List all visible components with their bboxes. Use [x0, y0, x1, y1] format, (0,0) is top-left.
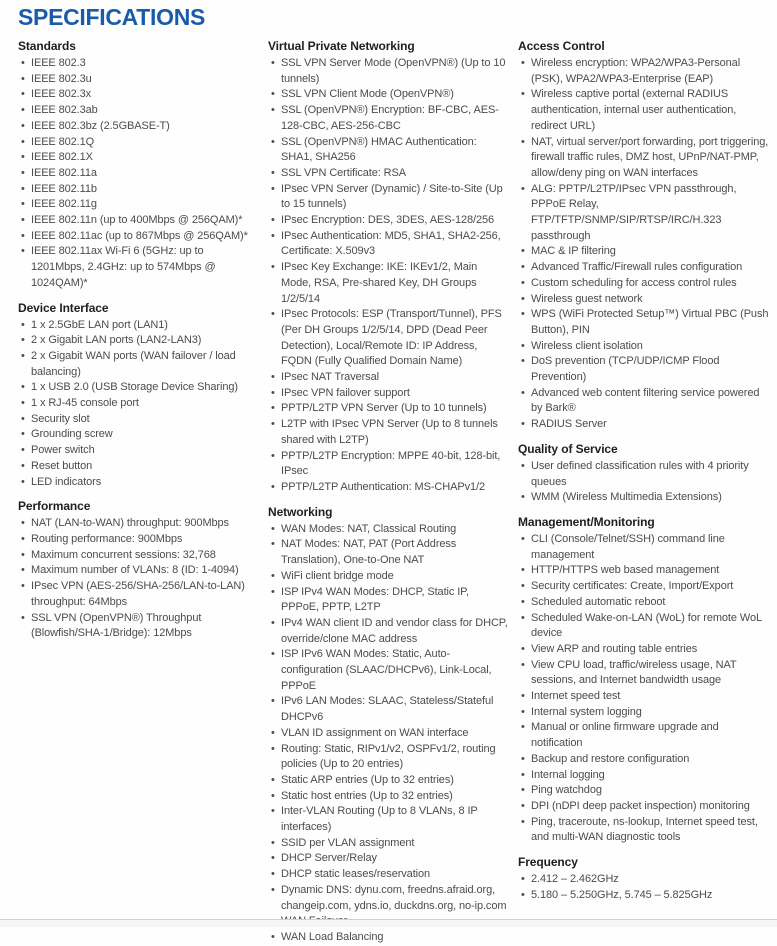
spec-section-management-monitoring: [518, 515, 773, 846]
spec-item-list: [18, 516, 258, 642]
section-heading: Performance: [18, 499, 91, 514]
spec-item: • ISP IPv4 WAN Modes: DHCP, Static IP, PPPoE, PPTP, L2TP: [268, 585, 508, 616]
section-heading: Management/Monitoring: [518, 514, 655, 529]
spec-item: • IPsec VPN failover support: [268, 386, 508, 402]
spec-item: • HTTP/HTTPS web based management: [518, 563, 773, 579]
spec-item: • RADIUS Server: [518, 417, 773, 433]
spec-item: • IEEE 802.1Q: [18, 135, 258, 151]
spec-item: • Scheduled Wake-on-LAN (WoL) for remote WoL device: [518, 611, 773, 642]
section-heading: Frequency: [518, 855, 578, 870]
spec-section-access-control: [518, 39, 773, 433]
spec-item: • SSL VPN Client Mode (OpenVPN®): [268, 87, 508, 103]
spec-item: • IPsec Authentication: MD5, SHA1, SHA2-256, Certificate: X.509v3: [268, 229, 508, 260]
spec-item: • MAC & IP filtering: [518, 244, 773, 260]
section-heading: Standards: [18, 39, 76, 53]
spec-item: • Reset button: [18, 459, 258, 475]
spec-item: • SSL (OpenVPN®) Encryption: BF-CBC, AES-128-CBC, AES-256-CBC: [268, 103, 508, 134]
spec-item: • Power switch: [18, 443, 258, 459]
spec-item: • 2 x Gigabit WAN ports (WAN failover / load balancing): [18, 349, 258, 380]
spec-section-device-interface: [18, 301, 258, 491]
spec-item: • IEEE 802.11ac (up to 867Mbps @ 256QAM)*: [18, 229, 258, 245]
spec-item: • NAT, virtual server/port forwarding, port triggering, firewall traffic rules, DMZ host, UPnP/NAT-PMP, allow/deny ping on WAN interfaces: [518, 135, 773, 182]
spec-section-virtual-private-networking: [268, 39, 508, 496]
spec-item: • 1 x USB 2.0 (USB Storage Device Sharing): [18, 380, 258, 396]
spec-section-quality-of-service: [518, 442, 773, 506]
spec-item: • Ping watchdog: [518, 783, 773, 799]
page-title: SPECIFICATIONS: [18, 4, 206, 30]
section-heading: Device Interface: [18, 300, 109, 315]
spec-item: • IPsec VPN (AES-256/SHA-256/LAN-to-LAN) throughput: 64Mbps: [18, 579, 258, 610]
spec-item: • IEEE 802.3bz (2.5GBASE-T): [18, 119, 258, 135]
spec-item: • IPsec Protocols: ESP (Transport/Tunnel), PFS (Per DH Groups 1/2/5/14, DPD (Dead Peer Detection), Local/Remote ID: IP Address, FQDN (Fully Qualified Domain Name): [268, 307, 508, 370]
spec-item: • Advanced web content filtering service powered by Bark®: [518, 386, 773, 417]
spec-item-list: [268, 522, 508, 946]
spec-item: • Ping, traceroute, ns-lookup, Internet speed test, and multi-WAN diagnostic tools: [518, 815, 773, 846]
spec-item: • IEEE 802.3ab: [18, 103, 258, 119]
spec-item: • PPTP/L2TP VPN Server (Up to 10 tunnels): [268, 401, 508, 417]
spec-item: • WiFi client bridge mode: [268, 569, 508, 585]
spec-item: • View ARP and routing table entries: [518, 642, 773, 658]
spec-item: • Routing performance: 900Mbps: [18, 532, 258, 548]
spec-item: • NAT (LAN-to-WAN) throughput: 900Mbps: [18, 516, 258, 532]
spec-item: • 1 x 2.5GbE LAN port (LAN1): [18, 318, 258, 334]
spec-item: • IEEE 802.11ax Wi-Fi 6 (5GHz: up to 1201Mbps, 2.4GHz: up to 574Mbps @ 1024QAM)*: [18, 244, 258, 291]
spec-item: • Maximum number of VLANs: 8 (ID: 1-4094): [18, 563, 258, 579]
spec-item: • DHCP Server/Relay: [268, 851, 508, 867]
spec-item: • PPTP/L2TP Encryption: MPPE 40-bit, 128-bit, IPsec: [268, 449, 508, 480]
page-bottom-divider: [0, 919, 777, 927]
spec-item: • CLI (Console/Telnet/SSH) command line management: [518, 532, 773, 563]
spec-item: • Internet speed test: [518, 689, 773, 705]
spec-item-list: [268, 56, 508, 496]
spec-item: • WPS (WiFi Protected Setup™) Virtual PBC (Push Button), PIN: [518, 307, 773, 338]
spec-item: • Scheduled automatic reboot: [518, 595, 773, 611]
section-heading: Networking: [268, 504, 333, 519]
spec-item: • DPI (nDPI deep packet inspection) monitoring: [518, 799, 773, 815]
spec-item: • Security certificates: Create, Import/Export: [518, 579, 773, 595]
spec-item: • SSL VPN Certificate: RSA: [268, 166, 508, 182]
spec-item: • PPTP/L2TP Authentication: MS-CHAPv1/2: [268, 480, 508, 496]
spec-item: • IEEE 802.11b: [18, 182, 258, 198]
spec-item: • Internal system logging: [518, 705, 773, 721]
spec-item: • Inter-VLAN Routing (Up to 8 VLANs, 8 IP interfaces): [268, 804, 508, 835]
spec-item: • Wireless guest network: [518, 292, 773, 308]
spec-item: • Static host entries (Up to 32 entries): [268, 789, 508, 805]
spec-item: • IPv4 WAN client ID and vendor class for DHCP, override/clone MAC address: [268, 616, 508, 647]
spec-item: • IEEE 802.3: [18, 56, 258, 72]
spec-section-standards: [18, 39, 258, 292]
spec-item: • NAT Modes: NAT, PAT (Port Address Translation), One-to-One NAT: [268, 537, 508, 568]
section-heading: Access Control: [518, 39, 605, 53]
spec-item: • WAN Load Balancing: [268, 930, 508, 946]
spec-item: • Internal logging: [518, 768, 773, 784]
spec-item: • Routing: Static, RIPv1/v2, OSPFv1/2, routing policies (Up to 20 entries): [268, 742, 508, 773]
spec-item: • WMM (Wireless Multimedia Extensions): [518, 490, 773, 506]
spec-item: • IPsec Encryption: DES, 3DES, AES-128/256: [268, 213, 508, 229]
spec-column-right: [518, 39, 773, 903]
spec-item-list: [518, 872, 773, 903]
spec-item-list: [18, 318, 258, 491]
spec-item: • 2.412 – 2.462GHz: [518, 872, 773, 888]
spec-item: • Custom scheduling for access control rules: [518, 276, 773, 292]
spec-item: • WAN Modes: NAT, Classical Routing: [268, 522, 508, 538]
section-heading: Virtual Private Networking: [268, 39, 415, 53]
spec-item: • DoS prevention (TCP/UDP/ICMP Flood Prevention): [518, 354, 773, 385]
spec-item: • IEEE 802.1X: [18, 150, 258, 166]
spec-item-list: [518, 56, 773, 433]
spec-item: • IPsec VPN Server (Dynamic) / Site-to-Site (Up to 15 tunnels): [268, 182, 508, 213]
spec-item: • Manual or online firmware upgrade and notification: [518, 720, 773, 751]
spec-item: • VLAN ID assignment on WAN interface: [268, 726, 508, 742]
spec-item: • IEEE 802.3u: [18, 72, 258, 88]
spec-item: • SSL VPN Server Mode (OpenVPN®) (Up to 10 tunnels): [268, 56, 508, 87]
spec-section-frequency: [518, 855, 773, 903]
spec-item: • Grounding screw: [18, 427, 258, 443]
spec-item: • 2 x Gigabit LAN ports (LAN2-LAN3): [18, 333, 258, 349]
section-heading: Quality of Service: [518, 441, 618, 456]
spec-item-list: [518, 532, 773, 846]
spec-item: • SSL VPN (OpenVPN®) Throughput (Blowfish/SHA-1/Bridge): 12Mbps: [18, 611, 258, 642]
spec-item: • IEEE 802.11n (up to 400Mbps @ 256QAM)*: [18, 213, 258, 229]
spec-item: • Dynamic DNS: dynu.com, freedns.afraid.org, changeip.com, ydns.io, duckdns.org, no-ip.com: [268, 883, 508, 914]
spec-item: • Wireless captive portal (external RADIUS authentication, internal user authentication, redirect URL): [518, 87, 773, 134]
spec-column-left: [18, 39, 258, 642]
spec-item: • 5.180 – 5.250GHz, 5.745 – 5.825GHz: [518, 888, 773, 904]
spec-item: • ALG: PPTP/L2TP/IPsec VPN passthrough, PPPoE Relay, FTP/TFTP/SNMP/SIP/RTSP/IRC/H.323 passthrough: [518, 182, 773, 245]
spec-item: • 1 x RJ-45 console port: [18, 396, 258, 412]
spec-item: • IPsec NAT Traversal: [268, 370, 508, 386]
spec-item: • Advanced Traffic/Firewall rules configuration: [518, 260, 773, 276]
spec-item: • Security slot: [18, 412, 258, 428]
spec-section-networking: [268, 505, 508, 946]
spec-item: • Static ARP entries (Up to 32 entries): [268, 773, 508, 789]
spec-item: • SSID per VLAN assignment: [268, 836, 508, 852]
spec-section-performance: [18, 499, 258, 642]
spec-item: • ISP IPv6 WAN Modes: Static, Auto-configuration (SLAAC/DHCPv6), Link-Local, PPPoE: [268, 647, 508, 694]
spec-item: • View CPU load, traffic/wireless usage, NAT sessions, and Internet bandwidth usage: [518, 658, 773, 689]
spec-item: • IPv6 LAN Modes: SLAAC, Stateless/Stateful DHCPv6: [268, 694, 508, 725]
spec-item: • Wireless encryption: WPA2/WPA3-Personal (PSK), WPA2/WPA3-Enterprise (EAP): [518, 56, 773, 87]
spec-item: • Backup and restore configuration: [518, 752, 773, 768]
spec-item-list: [18, 56, 258, 292]
spec-item: • Maximum concurrent sessions: 32,768: [18, 548, 258, 564]
spec-item: • Wireless client isolation: [518, 339, 773, 355]
spec-item: • SSL (OpenVPN®) HMAC Authentication: SHA1, SHA256: [268, 135, 508, 166]
spec-item: • User defined classification rules with 4 priority queues: [518, 459, 773, 490]
spec-item: • IEEE 802.11g: [18, 197, 258, 213]
spec-item: • IEEE 802.3x: [18, 87, 258, 103]
spec-columns: [18, 39, 773, 946]
spec-item: • L2TP with IPsec VPN Server (Up to 8 tunnels shared with L2TP): [268, 417, 508, 448]
spec-item-list: [518, 459, 773, 506]
spec-item: • DHCP static leases/reservation: [268, 867, 508, 883]
spec-item: • IEEE 802.11a: [18, 166, 258, 182]
spec-column-middle: [268, 39, 508, 946]
spec-item: • IPsec Key Exchange: IKE: IKEv1/2, Main Mode, RSA, Pre-shared Key, DH Groups 1/2/5/14: [268, 260, 508, 307]
spec-item: • LED indicators: [18, 475, 258, 491]
